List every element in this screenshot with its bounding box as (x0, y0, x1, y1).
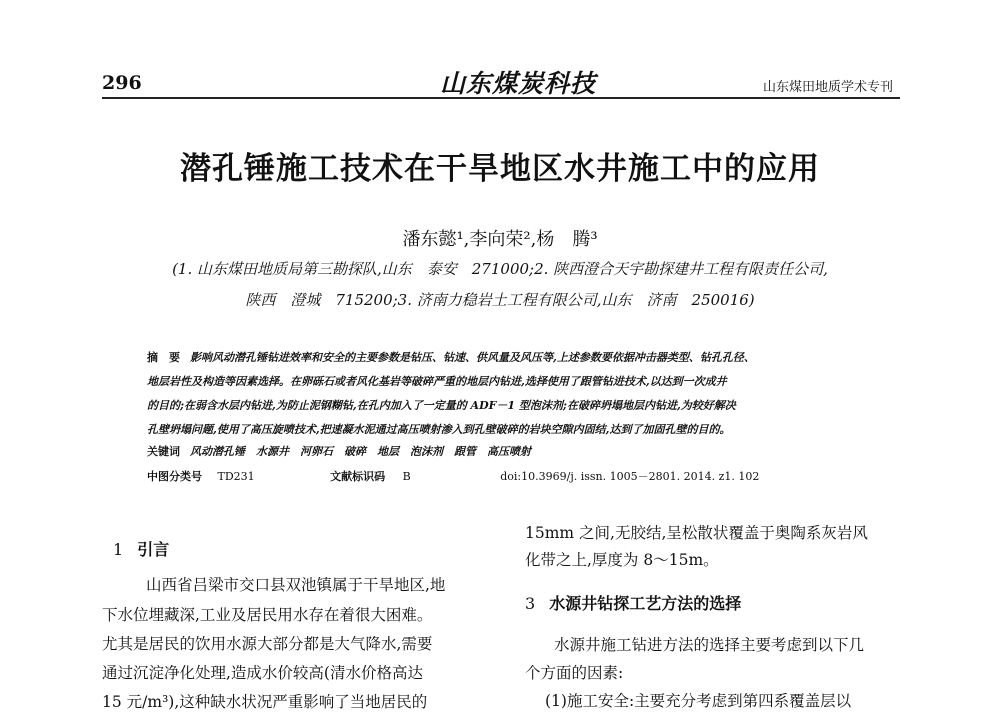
left-col-line-4: 通过沉淀净化处理,造成水价较高(清水价格高达 (102, 664, 423, 682)
journal-subtitle: 山东煤田地质学术专刊 (762, 80, 893, 95)
authors: 潘东懿¹,李向荣²,杨 腾³ (402, 229, 598, 250)
left-col-line-5: 15 元/m³),这种缺水状况严重影响了当地居民的 (102, 693, 428, 711)
right-col-line-5: (1)施工安全:主要充分考虑到第四系覆盖层以 (545, 692, 852, 710)
abstract-line-1 (147, 349, 755, 365)
left-col-line-3: 尤其是居民的饮用水源大部分都是大气降水,需要 (102, 635, 433, 653)
left-col-line-1: 山西省吕梁市交口县双池镇属于干旱地区,地 (146, 576, 446, 594)
keywords-label: 关键词 (147, 445, 180, 458)
section-3-number: 3 (525, 594, 536, 613)
section-3-title: 水源井钻探工艺方法的选择 (549, 594, 742, 613)
abstract-label: 摘 要 (147, 351, 180, 364)
doi: doi:10.3969/j. issn. 1005－2801. 2014. z1. 102 (500, 470, 760, 483)
right-col-line-4: 个方面的因素: (525, 664, 624, 682)
left-col-line-2: 下水位埋藏深,工业及居民用水存在着很大困难。 (102, 606, 433, 624)
right-col-line-2: 化带之上,厚度为 8～15m。 (525, 551, 719, 569)
abstract-line-4: 孔壁坍塌问题,使用了高压旋喷技术,把速凝水泥通过高压喷射渗入到孔壁破碎的岩块空隙内固结,达到了加固孔壁的目的。 (147, 423, 731, 436)
classification-line (147, 468, 759, 484)
keywords-text: 风动潜孔锤 水源井 河卵石 破碎 地层 泡沫剂 跟管 高压喷射 (190, 445, 531, 458)
keywords-line (147, 443, 531, 459)
section-1-heading (113, 537, 169, 560)
abstract-line-2: 地层岩性及构造等因素选择。在卵砾石或者风化基岩等破碎严重的地层内钻进,选择使用了跟管钻进技术,以达到一次成井 (147, 375, 727, 388)
article-title: 潜孔锤施工技术在干旱地区水井施工中的应用 (180, 151, 820, 187)
page-number: 296 (102, 72, 142, 94)
right-col-line-3: 水源井施工钻进方法的选择主要考虑到以下几 (554, 636, 865, 654)
affiliations-line-1: (1. 山东煤田地质局第三勘探队,山东 泰安 271000;2. 陕西澄合天宇勘探建井工程有限责任公司, (172, 260, 828, 278)
abstract-text-1: 影响风动潜孔锤钻进效率和安全的主要参数是钻压、钻速、供风量及风压等,上述参数要依据冲击器类型、钻孔孔径、 (190, 351, 755, 364)
abstract-line-3: 的目的;在弱含水层内钻进,为防止泥钢糊钻,在孔内加入了一定量的 ADF－1 型泡沫剂;在破碎坍塌地层内钻进,为较好解决 (147, 399, 736, 412)
section-1-number: 1 (113, 540, 124, 559)
clc-value: TD231 (217, 470, 255, 483)
doc-code-value: B (402, 470, 411, 483)
header-rule (102, 97, 900, 99)
right-col-line-1: 15mm 之间,无胶结,呈松散状覆盖于奥陶系灰岩风 (525, 524, 868, 542)
doc-code-label: 文献标识码 (330, 470, 386, 483)
journal-name-logo: 山东煤炭科技 (440, 69, 597, 98)
section-3-heading (525, 591, 741, 614)
section-1-title: 引言 (137, 540, 170, 559)
clc-label: 中图分类号 (147, 470, 202, 483)
affiliations-line-2: 陕西 澄城 715200;3. 济南力稳岩土工程有限公司,山东 济南 250016) (245, 291, 755, 309)
